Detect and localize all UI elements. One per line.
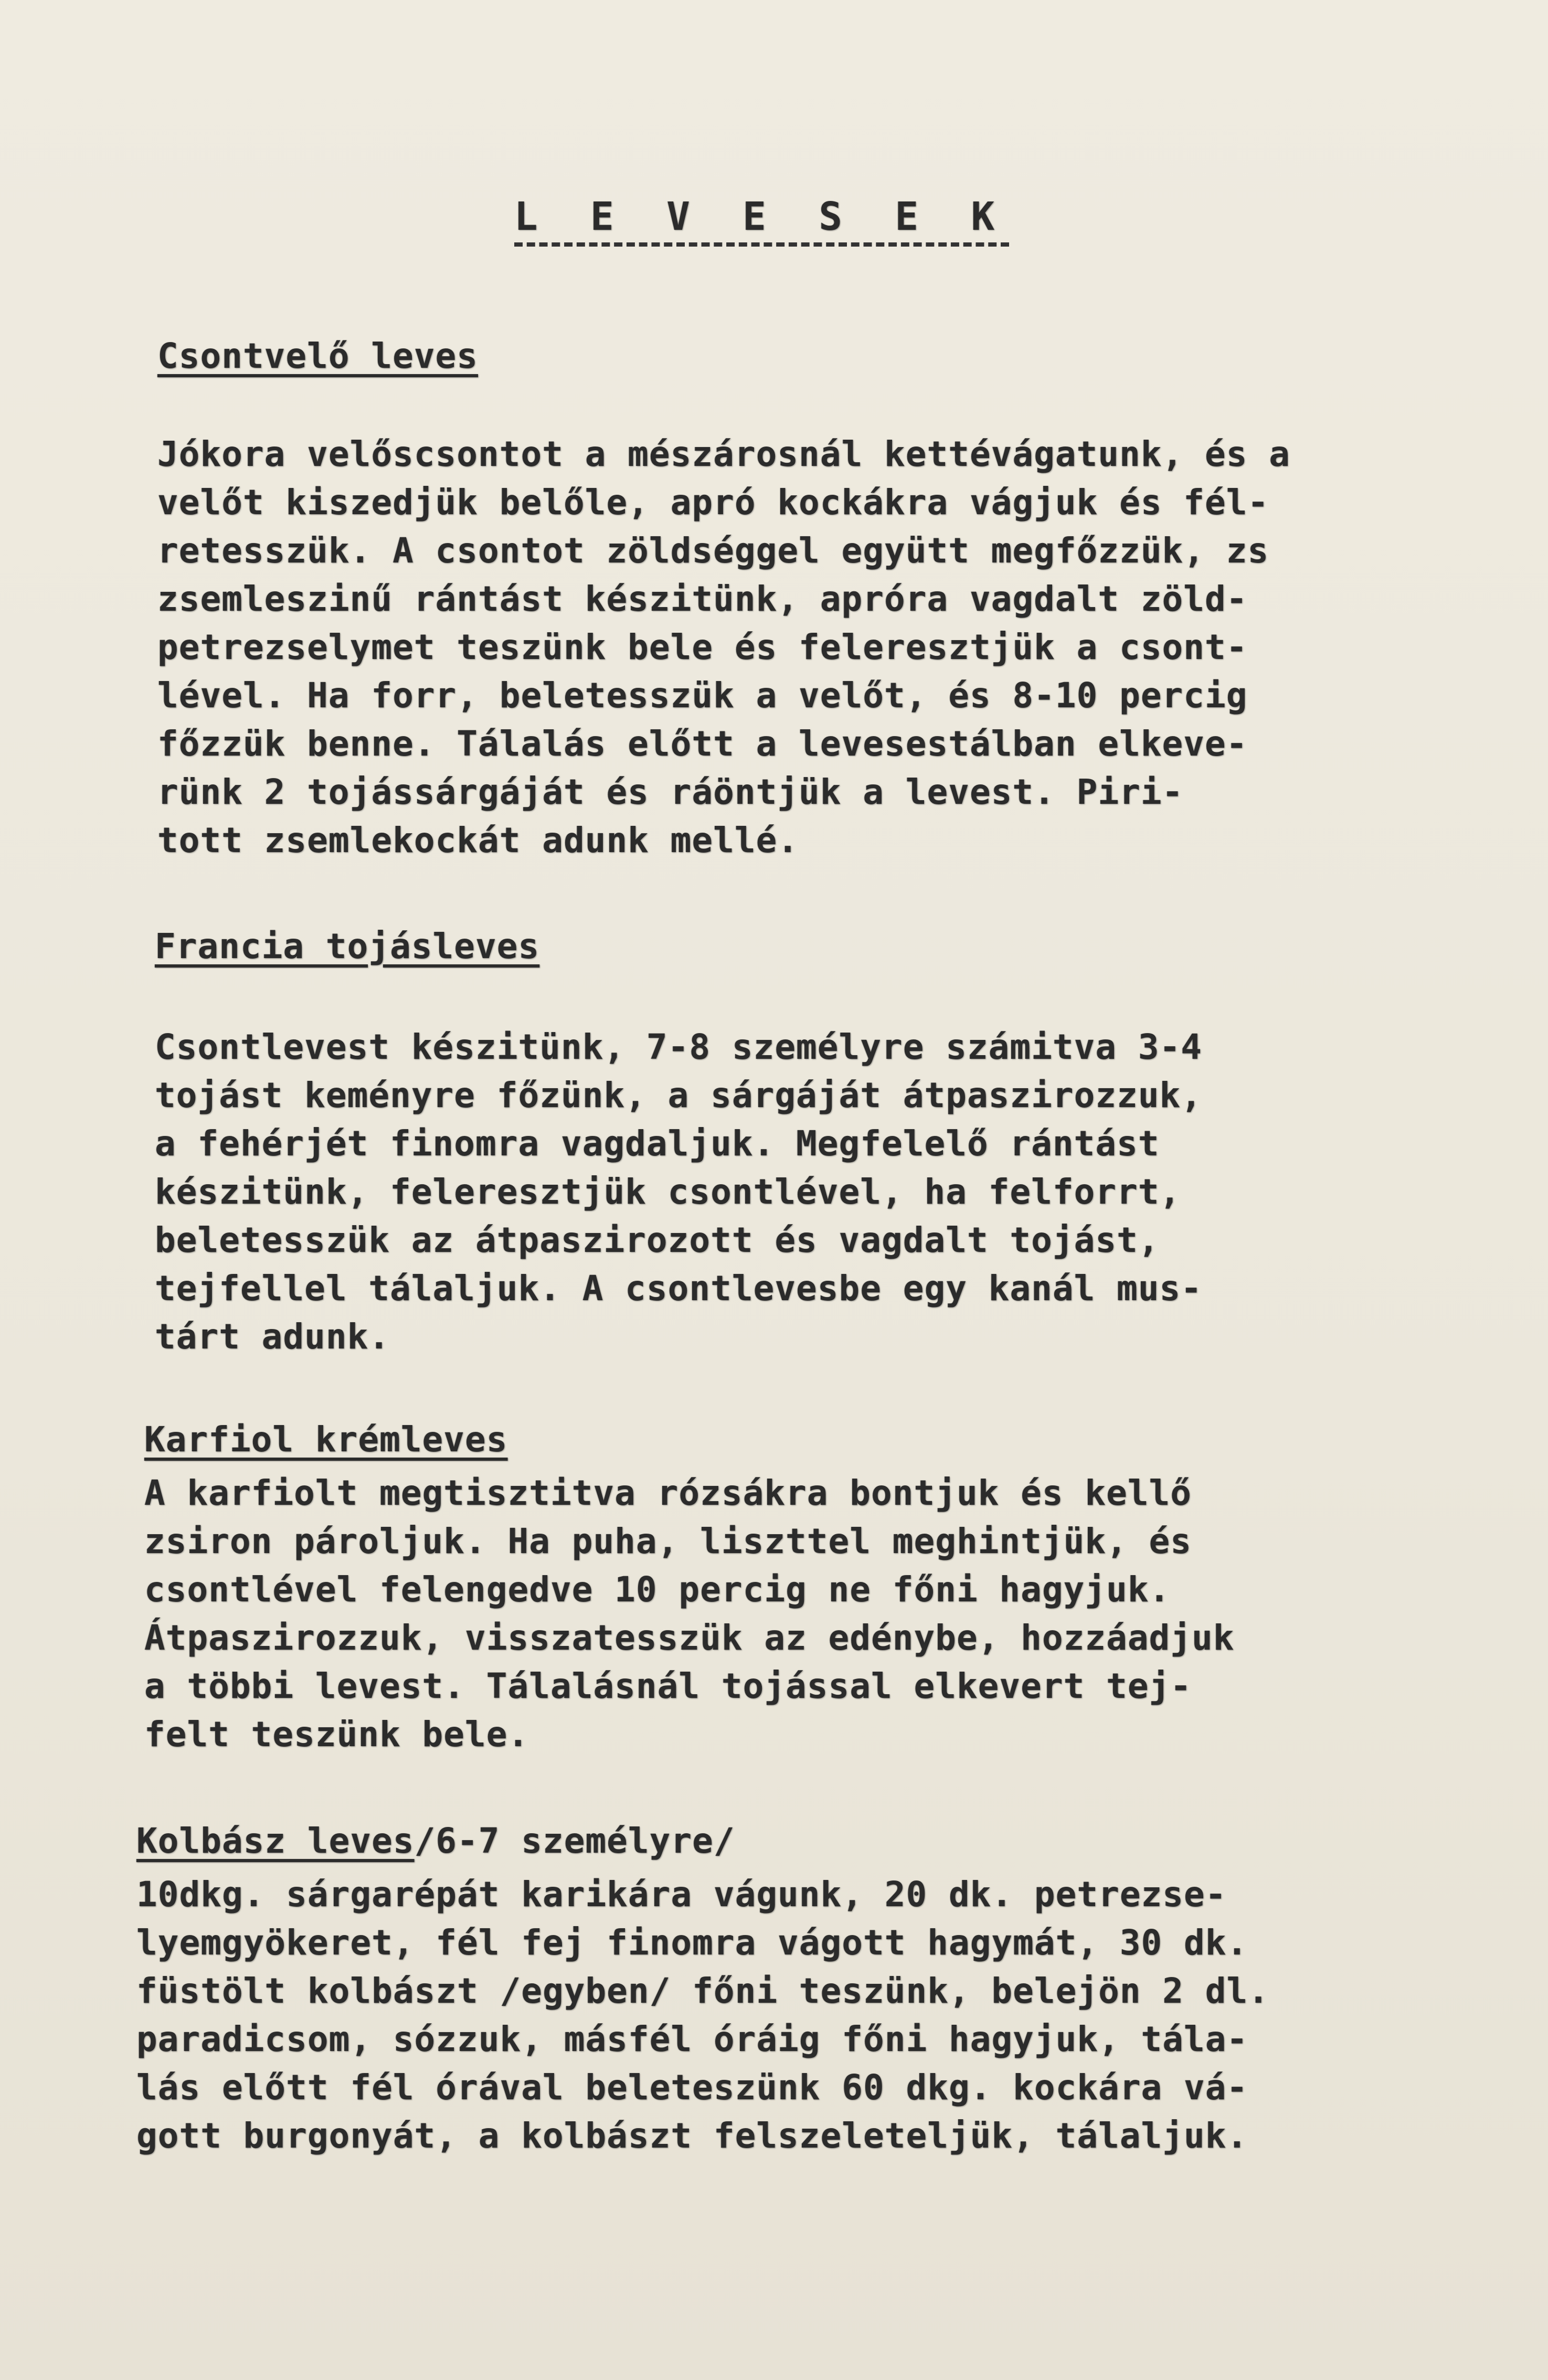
- text-line: retesszük. A csontot zöldséggel együtt megfőzzük, zs: [157, 530, 1269, 571]
- section-heading-kolbasz-title: Kolbász leves: [136, 1821, 415, 1861]
- text-line: rünk 2 tojássárgáját és ráöntjük a levest. Piri-: [157, 772, 1184, 812]
- text-line: A karfiolt megtisztitva rózsákra bontjuk és kellő: [144, 1473, 1192, 1513]
- section-heading-csontvelo: Csontvelő leves: [157, 336, 479, 376]
- text-line: zsemleszinű rántást készitünk, apróra vagdalt zöld-: [157, 579, 1248, 619]
- section-body-karfiol: [144, 1469, 1235, 1759]
- section-heading-kolbasz-note: /6-7 személyre/: [414, 1821, 735, 1861]
- text-line: 10dkg. sárgarépát karikára vágunk, 20 dk. petrezse-: [136, 1874, 1227, 1915]
- text-line: készitünk, feleresztjük csontlével, ha felforrt,: [155, 1172, 1181, 1212]
- text-line: Átpaszirozzuk, visszatesszük az edénybe, hozzáadjuk: [144, 1618, 1235, 1658]
- text-line: a fehérjét finomra vagdaljuk. Megfelelő rántást: [155, 1123, 1160, 1164]
- text-line: velőt kiszedjük belőle, apró kockákra vágjuk és fél-: [157, 482, 1269, 523]
- section-body-kolbasz: [136, 1871, 1269, 2160]
- text-line: lével. Ha forr, beletesszük a velőt, és 8-10 percig: [157, 675, 1248, 716]
- text-line: beletesszük az átpaszirozott és vagdalt tojást,: [155, 1220, 1160, 1260]
- text-line: főzzük benne. Tálalás előtt a levesestálban elkeve-: [157, 724, 1248, 764]
- text-line: tojást keményre főzünk, a sárgáját átpaszirozzuk,: [155, 1075, 1203, 1115]
- text-line: tejfellel tálaljuk. A csontlevesbe egy kanál mus-: [155, 1268, 1203, 1309]
- page-title: L E V E S E K: [514, 194, 1009, 247]
- text-line: tárt adunk.: [155, 1316, 390, 1357]
- text-line: Csontlevest készitünk, 7-8 személyre számitva 3-4: [155, 1027, 1203, 1067]
- text-line: csontlével felengedve 10 percig ne főni hagyjuk.: [144, 1569, 1171, 1610]
- text-line: lás előtt fél órával beleteszünk 60 dkg. kockára vá-: [136, 2067, 1248, 2108]
- text-line: a többi levest. Tálalásnál tojással elkevert tej-: [144, 1666, 1192, 1706]
- section-body-francia: [155, 1023, 1202, 1361]
- text-line: lyemgyökeret, fél fej finomra vágott hagymát, 30 dk.: [136, 1922, 1248, 1963]
- text-line: felt teszünk bele.: [144, 1714, 529, 1755]
- text-line: Jókora velőscsontot a mészárosnál kettévágatunk, és a: [157, 434, 1290, 474]
- text-line: paradicsom, sózzuk, másfél óráig főni hagyjuk, tála-: [136, 2019, 1248, 2059]
- text-line: petrezselymet teszünk bele és feleresztjük a csont-: [157, 627, 1248, 667]
- text-line: gott burgonyát, a kolbászt felszeleteljük, tálaljuk.: [136, 2116, 1248, 2156]
- section-heading-karfiol: Karfiol krémleves: [144, 1419, 508, 1460]
- text-line: füstölt kolbászt /egyben/ főni teszünk, belejön 2 dl.: [136, 1971, 1269, 2011]
- text-line: zsiron pároljuk. Ha puha, liszttel meghintjük, és: [144, 1521, 1192, 1561]
- section-body-csontvelo: [157, 430, 1290, 865]
- text-line: tott zsemlekockát adunk mellé.: [157, 820, 799, 860]
- section-heading-kolbasz: [136, 1821, 735, 1861]
- section-heading-francia: Francia tojásleves: [155, 926, 540, 966]
